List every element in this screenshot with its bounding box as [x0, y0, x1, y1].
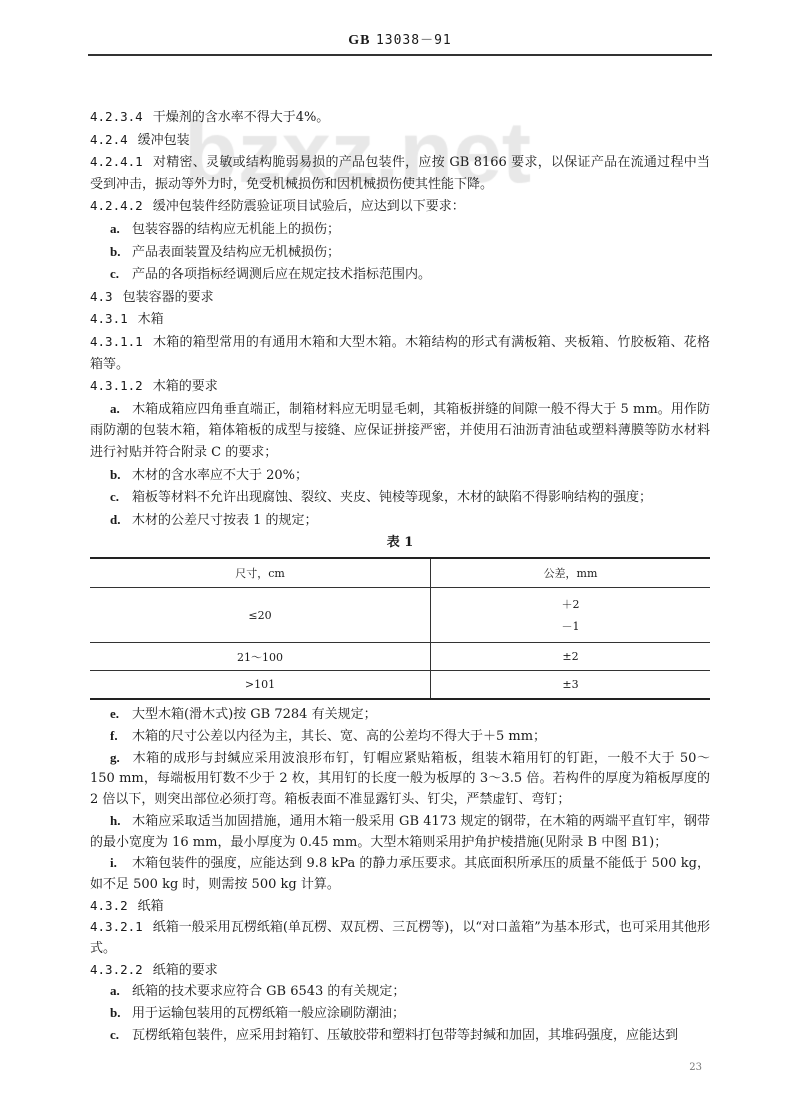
list-label: i. [110, 855, 117, 871]
clause-number: 4.2.4.1 [90, 154, 143, 170]
list-label: b. [110, 1005, 121, 1021]
page-header [90, 30, 710, 51]
clause-text: 木箱应采取适当加固措施，通用木箱一般采用 GB 4173 规定的钢带，在木箱的两端平直钉牢，钢带的最小宽度为 16 mm，最小厚度为 0.45 mm。大型木箱则采用护角护棱措施(见附录 B 中图 B1)； [90, 813, 710, 850]
list-label: b. [110, 243, 121, 259]
list-item [90, 1025, 710, 1047]
list-label: g. [110, 749, 120, 765]
list-label: c. [110, 489, 120, 505]
table-row [90, 643, 710, 671]
clause-text: 木材的公差尺寸按表 1 的规定； [132, 512, 318, 528]
page-number: 23 [689, 1061, 702, 1073]
clause-text: 产品的各项指标经调测后应在规定技术指标范围内。 [132, 267, 432, 283]
list-label: h. [110, 812, 121, 828]
clause-text: 木箱包装件的强度，应能达到 9.8 kPa 的静力承压要求。其底面积所承压的质量不能低于 500 kg，如不足 500 kg 时，则需按 500 kg 计算。 [90, 856, 710, 892]
table-caption: 表 1 [386, 535, 414, 551]
clause [90, 331, 710, 375]
clause-number: 4.3.2 [90, 897, 128, 913]
clause-number: 4.3.1.2 [90, 378, 143, 394]
list-item [90, 464, 710, 487]
clause-text: 缓冲包装 [137, 132, 190, 148]
clause [90, 195, 710, 218]
clause-text: 纸箱的技术要求应符合 GB 6543 的有关规定； [132, 984, 406, 1000]
list-item [90, 704, 710, 726]
clause-text: 木材的含水率应不大于 20%； [132, 467, 309, 483]
tolerance-cell [431, 588, 711, 643]
list-label: b. [110, 466, 121, 482]
list-item [90, 726, 710, 748]
clause-text: 瓦楞纸箱包装件，应采用封箱钉、压敏胶带和塑料打包带等封缄和加固，其堆码强度，应能达到 [132, 1027, 679, 1043]
list-item [90, 811, 710, 853]
clause-number: 4.2.4.2 [90, 198, 143, 214]
list-label: c. [110, 266, 120, 282]
table-row [90, 588, 710, 643]
clause-text: 用于运输包装用的瓦楞纸箱一般应涂刷防潮油； [132, 1006, 406, 1022]
clause [90, 106, 710, 129]
size-cell: >101 [90, 671, 431, 700]
clause [90, 917, 710, 959]
header-rule [88, 54, 712, 56]
list-item [90, 981, 710, 1003]
clause [90, 308, 710, 331]
standard-number: 13038－91 [375, 33, 452, 48]
list-label: a. [110, 400, 120, 416]
list-label: d. [110, 511, 121, 527]
clause-text: 产品表面装置及结构应无机械损伤； [132, 244, 341, 260]
clause [90, 375, 710, 398]
clause-text: 纸箱一般采用瓦楞纸箱(单瓦楞、双瓦楞、三瓦楞等)，以“对口盖箱”为基本形式，也可采用其他形式。 [90, 920, 710, 957]
list-item [90, 853, 710, 895]
clause-number: 4.3.1.1 [90, 333, 143, 349]
clause-text: 木箱 [137, 312, 164, 328]
table-header-size: 尺寸，cm [90, 558, 431, 588]
size-cell: 21～100 [90, 643, 431, 671]
tolerance-upper: ＋2 [561, 598, 580, 612]
clause-text: 包装容器的结构应无机能上的损伤； [132, 221, 341, 237]
list-item [90, 263, 710, 286]
clause-text: 纸箱的要求 [152, 962, 218, 978]
list-label: c. [110, 1026, 120, 1042]
clause-text: 干燥剂的含水率不得大于4%。 [152, 110, 330, 125]
clause-number: 4.3.1 [90, 311, 128, 327]
tolerance-cell: ±3 [431, 671, 711, 700]
table-header-tolerance: 公差，mm [431, 558, 711, 588]
list-item [90, 486, 710, 509]
clause-text: 木箱的箱型常用的有通用木箱和大型木箱。木箱结构的形式有满板箱、夹板箱、竹胶板箱、花格箱等。 [90, 334, 710, 372]
clause-number: 4.3.2.2 [90, 961, 143, 977]
clause-number: 4.3.2.1 [90, 919, 143, 935]
body-top [90, 106, 710, 531]
clause-number: 4.2.4 [90, 131, 128, 147]
list-item [90, 218, 710, 241]
clause-text: 箱板等材料不允许出现腐蚀、裂纹、夹皮、钝棱等现象，木材的缺陷不得影响结构的强度； [132, 490, 653, 506]
list-item [90, 241, 710, 264]
size-cell: ≤20 [90, 588, 431, 643]
clause-text: 木箱的成形与封缄应采用波浪形布钉，钉帽应紧贴箱板，组装木箱用钉的钉距，一般不大于 50～150 mm，每端板用钉数不少于 2 枚，其用钉的长度一般为板厚的 3～3.5 倍。若构件的厚度为箱板厚度的 2 倍以下，则突出部位必须打弯。箱板表面不准显露钉头、钉尖，严禁虚钉、弯钉； [90, 750, 710, 808]
clause-text: 木箱的要求 [152, 379, 218, 395]
clause [90, 129, 710, 152]
clause-text: 大型木箱(滑木式)按 GB 7284 有关规定； [132, 707, 377, 723]
clause-number: 4.3 [90, 288, 113, 304]
tolerance-lower: －1 [561, 620, 580, 634]
table-row [90, 671, 710, 700]
list-label: f. [110, 727, 118, 743]
clause-text: 纸箱 [137, 898, 164, 914]
clause [90, 286, 710, 309]
clause-text: 木箱成箱应四角垂直端正，制箱材料应无明显毛刺，其箱板拼缝的间隙一般不得大于 5 mm。用作防雨防潮的包装木箱，箱体箱板的成型与接缝、应保证拼接严密，并使用石油沥青油毡或塑料薄膜等防水材料进行衬贴并符合附录 C 的要求； [90, 401, 710, 460]
list-label: a. [110, 220, 120, 236]
body-bottom [90, 704, 710, 1046]
table-header-row [90, 558, 710, 588]
clause [90, 151, 710, 195]
tolerance-cell: ±2 [431, 643, 711, 671]
list-item [90, 748, 710, 811]
clause-text: 木箱的尺寸公差以内径为主，其长、宽、高的公差均不得大于＋5 mm； [132, 728, 547, 744]
clause [90, 896, 710, 918]
clause-text: 对精密、灵敏或结构脆弱易损的产品包装件，应按 GB 8166 要求，以保证产品在流通过程中当受到冲击，振动等外力时，免受机械损伤和因机械损伤使其性能下降。 [90, 155, 710, 192]
list-item [90, 509, 710, 532]
list-item [90, 1003, 710, 1025]
clause-number: 4.2.3.4 [90, 109, 143, 124]
list-item [90, 398, 710, 464]
clause-text: 包装容器的要求 [122, 289, 214, 305]
standard-code: GB [348, 33, 371, 48]
tolerance-table [90, 557, 710, 700]
list-label: a. [110, 983, 120, 999]
clause [90, 960, 710, 982]
list-label: e. [110, 706, 120, 722]
clause-text: 缓冲包装件经防震验证项目试验后，应达到以下要求： [152, 199, 465, 215]
